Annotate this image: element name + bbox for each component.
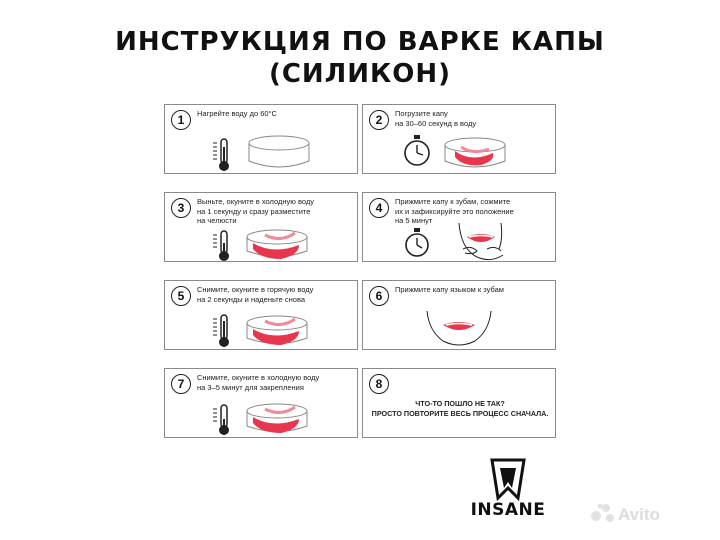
step-card-5 bbox=[164, 280, 358, 350]
watermark-dots-icon bbox=[590, 502, 616, 524]
brand-name: INSANE bbox=[470, 500, 546, 520]
step-illustration bbox=[165, 193, 359, 263]
watermark-text: Avito bbox=[618, 505, 660, 524]
face-mouthguard-icon bbox=[427, 311, 491, 345]
face-biting-icon bbox=[459, 223, 503, 260]
step-text: Нагрейте воду до 60°C bbox=[197, 109, 277, 118]
step-number: 1 bbox=[171, 110, 191, 130]
step-text: Снимите, окуните в горячую воду на 2 секунды и наденьте снова bbox=[197, 285, 314, 304]
thermometer-icon bbox=[213, 315, 229, 347]
thermometer-icon bbox=[213, 231, 229, 261]
step-card-6 bbox=[362, 280, 556, 350]
step-text: Погрузите капу на 30–60 секунд в воду bbox=[395, 109, 477, 128]
step-illustration bbox=[165, 281, 359, 351]
page-subtitle: (СИЛИКОН) bbox=[268, 59, 452, 89]
step-number: 6 bbox=[369, 286, 389, 306]
step-text: Прижмите капу к зубам, сожмите их и зафиксируйте это положение на 5 минут bbox=[395, 197, 514, 225]
step-card-8 bbox=[362, 368, 556, 438]
step-number: 4 bbox=[369, 198, 389, 218]
step-text: Прижмите капу языком к зубам bbox=[395, 285, 504, 294]
bowl-with-mouthguard-icon bbox=[445, 138, 505, 167]
step-illustration bbox=[363, 281, 557, 351]
thermometer-icon bbox=[213, 405, 229, 435]
step-card-3 bbox=[164, 192, 358, 262]
step-card-4 bbox=[362, 192, 556, 262]
step-card-2 bbox=[362, 104, 556, 174]
step-text: ЧТО-ТО ПОШЛО НЕ ТАК? ПРОСТО ПОВТОРИТЕ ВЕСЬ ПРОЦЕСС СНАЧАЛА. bbox=[371, 399, 549, 418]
bowl-with-mouthguard-icon bbox=[247, 316, 307, 345]
page-title: ИНСТРУКЦИЯ ПО ВАРКЕ КАПЫ bbox=[115, 27, 605, 57]
step-card-1 bbox=[164, 104, 358, 174]
bowl-with-mouthguard-icon bbox=[247, 404, 307, 433]
step-illustration bbox=[363, 193, 557, 263]
stopwatch-icon bbox=[405, 135, 429, 165]
bowl-icon bbox=[249, 136, 309, 167]
step-number: 7 bbox=[171, 374, 191, 394]
step-illustration bbox=[165, 105, 359, 175]
step-number: 2 bbox=[369, 110, 389, 130]
step-text: Снимите, окуните в холодную воду на 3–5 минут для закрепления bbox=[197, 373, 320, 392]
step-illustration bbox=[363, 105, 557, 175]
step-text: Выньте, окуните в холодную воду на 1 секунду и сразу разместите на челюсти bbox=[197, 197, 314, 225]
step-number: 3 bbox=[171, 198, 191, 218]
step-card-7 bbox=[164, 368, 358, 438]
bowl-with-mouthguard-icon bbox=[247, 230, 307, 259]
step-number: 8 bbox=[369, 374, 389, 394]
thermometer-icon bbox=[213, 139, 229, 171]
stopwatch-icon bbox=[406, 228, 428, 256]
step-number: 5 bbox=[171, 286, 191, 306]
step-illustration bbox=[165, 369, 359, 439]
